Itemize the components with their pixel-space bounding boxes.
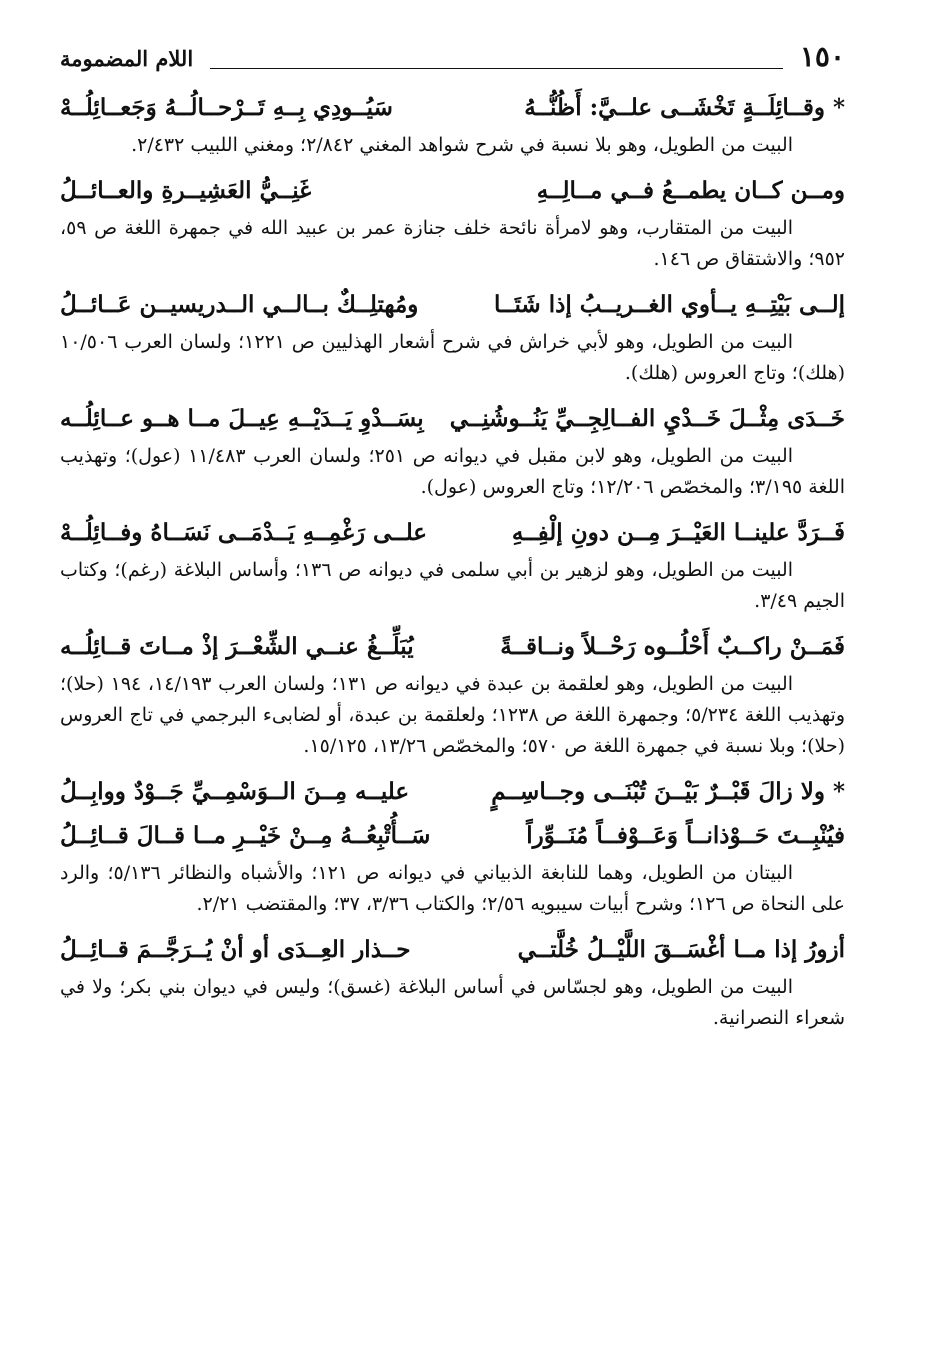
second-hemistich: غَنِــيُّ العَشِيــرةِ والعــائــلُ <box>60 177 312 204</box>
second-hemistich: حــذار العِــدَى أو أنْ يُــرَجَّــمَ قــائِــلُ <box>60 936 411 963</box>
entry <box>60 625 845 762</box>
source-note: البيت من الطويل، وهو لأبي خراش في شرح أشعار الهذليين ص ١٢٢١؛ ولسان العرب ١٠/٥٠٦ (هلك)؛ وتاج العروس (هلك). <box>60 331 845 384</box>
second-hemistich: عليــه مِــنَ الــوَسْمِــيِّ جَــوْدٌ ووابِــلُ <box>60 778 410 805</box>
source-note: البيتان من الطويل، وهما للنابغة الذبياني في ديوانه ص ١٢١؛ والأشباه والنظائر ٥/١٣٦؛ والرد على النحاة ص ١٢٦؛ وشرح أبيات سيبويه ٢/٥٦؛ والكتاب ٣/٣٦، ٣٧؛ والمقتضب ٢/٢١. <box>60 862 845 915</box>
verse-line <box>60 770 845 814</box>
source-note: البيت من الطويل، وهو لابن مقبل في ديوانه ص ٢٥١؛ ولسان العرب ١١/٤٨٣ (عول)؛ وتهذيب اللغة ٣/١٩٥؛ والمخصّص ١٢/٢٠٦؛ وتاج العروس (عول). <box>60 445 845 498</box>
entry <box>60 86 845 161</box>
second-hemistich: سَــأُتْبِعُــهُ مِــنْ خَيْــرِ مــا قــالَ قــائِــلُ <box>60 822 431 849</box>
first-hemistich: * وقــائِلَــةٍ تَخْشَــى علــيَّ: أَظُنُّــهُ <box>524 94 845 121</box>
verse-line <box>60 928 845 972</box>
verse-line <box>60 283 845 327</box>
verse-line <box>60 814 845 858</box>
verse-line <box>60 511 845 555</box>
first-hemistich: * ولا زالَ قَبْــرٌ بَيْــنَ تُبْنَــى وجــاسِــمٍ <box>491 778 845 805</box>
verse-line <box>60 397 845 441</box>
source-note: البيت من الطويل، وهو بلا نسبة في شرح شواهد المغني ٢/٨٤٢؛ ومغني اللبيب ٢/٤٣٢. <box>131 134 793 156</box>
first-hemistich: فَــرَدَّ علينــا العَيْــرَ مِــن دونِ إلْفِــهِ <box>511 519 845 546</box>
header-rule <box>210 68 783 69</box>
source-note: البيت من الطويل، وهو لزهير بن أبي سلمى في ديوانه ص ١٣٦؛ وأساس البلاغة (رغم)؛ وكتاب الجيم ٣/٤٩. <box>60 559 845 612</box>
second-hemistich: يُبَلِّــغُ عنــي الشِّعْــرَ إذْ مــاتَ قــائِلُــه <box>60 633 414 660</box>
first-hemistich: فيُنْبِــتَ حَــوْذانــاً وَعَــوْفــاً مُنَــوِّراً <box>526 822 845 849</box>
first-hemistich: خَــدَى مِثْــلَ خَــدْيِ الفــالِجِــيِّ يَنُــوشُنِــي <box>449 405 845 432</box>
entry <box>60 770 845 920</box>
second-hemistich: علــى رَغْمِــهِ يَــدْمَــى نَسَــاهُ وفــائِلُــهْ <box>60 519 428 546</box>
page-header <box>60 40 845 82</box>
second-hemistich: سَيُــودِي بِــهِ تَــرْحــالُــهُ وَجَعــائِلُــهْ <box>60 94 393 121</box>
source-note: البيت من المتقارب، وهو لامرأة نائحة خلف جنازة عمر بن عبيد الله في جمهرة اللغة ص ٥٩، ٩٥٢؛ والاشتقاق ص ١٤٦. <box>60 217 845 270</box>
entry <box>60 928 845 1034</box>
verse-line <box>60 625 845 669</box>
entry <box>60 511 845 617</box>
second-hemistich: بِسَــدْوِ يَــدَيْــهِ عِيــلَ مــا هــو عــائِلُــه <box>60 405 424 432</box>
book-page <box>60 40 845 1042</box>
page-number: ١٥٠ <box>799 40 845 73</box>
first-hemistich: أزورُ إذا مــا أغْسَــقَ اللَّيْــلُ خُلَّتــي <box>517 936 845 963</box>
verse-line <box>60 86 845 130</box>
second-hemistich: ومُهتلِــكٌ بــالــي الــدريسيــن عَــائــلُ <box>60 291 419 318</box>
entry <box>60 397 845 503</box>
entry <box>60 169 845 275</box>
source-note: البيت من الطويل، وهو لجسّاس في أساس البلاغة (غسق)؛ وليس في ديوان بني بكر؛ ولا في شعراء النصرانية. <box>60 976 845 1029</box>
first-hemistich: إلــى بَيْتِــهِ يــأوي الغــريــبُ إذا شَتَــا <box>493 291 845 318</box>
first-hemistich: ومــن كــان يطمــعُ فــي مــالِــهِ <box>536 177 845 204</box>
running-title: اللام المضمومة <box>60 46 194 71</box>
verse-line <box>60 169 845 213</box>
first-hemistich: فَمَــنْ راكــبٌ أَحْلُــوه رَحْــلاً ونــاقــةً <box>500 633 845 660</box>
source-note: البيت من الطويل، وهو لعلقمة بن عبدة في ديوانه ص ١٣١؛ ولسان العرب ١٤/١٩٣، ١٩٤ (حلا)؛ وتهذيب اللغة ٥/٢٣٤؛ وجمهرة اللغة ص ١٢٣٨؛ ولعلقمة بن عبدة، أو لضابىء البرجمي في تاج العروس (حلا)؛ وبلا نسبة في جمهرة اللغة ص ٥٧٠؛ والمخصّص ١٣/٢٦، ١٥/١٢٥. <box>60 673 846 757</box>
entry <box>60 283 845 389</box>
